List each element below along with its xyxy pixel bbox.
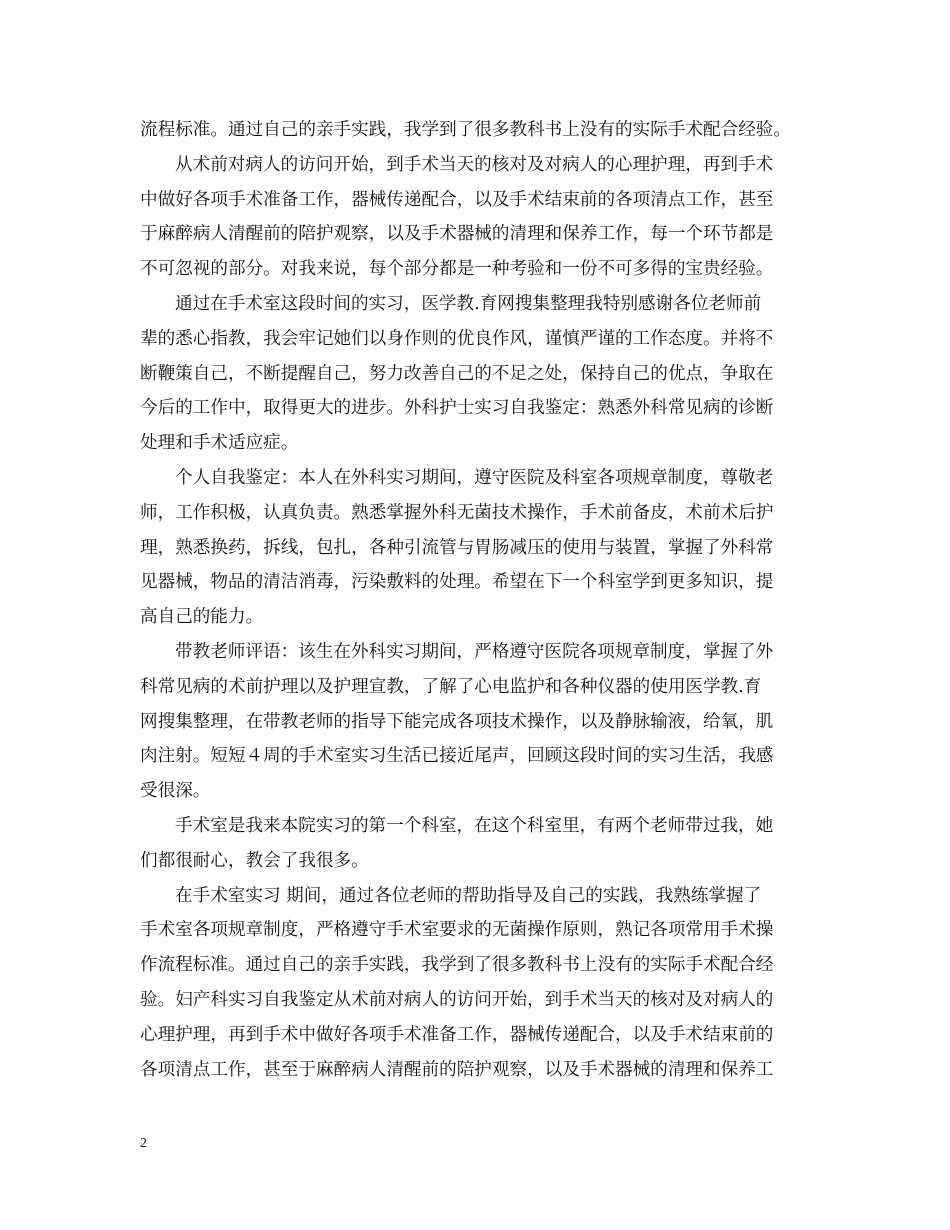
text-line: 流程标准。通过自己的亲手实践，我学到了很多教科书上没有的实际手术配合经验。	[140, 120, 791, 140]
text-line: 个人自我鉴定：本人在外科实习期间，遵守医院及科室各项规章制度，尊敬老	[175, 467, 774, 488]
text-line: 于麻醉病人清醒前的陪护观察，以及手术器械的清理和保养工作，每一个环节都是	[140, 224, 774, 245]
text-line: 从术前对病人的访问开始，到手术当天的核对及对病人的心理护理，再到手术	[175, 154, 774, 175]
text-line: 见器械，物品的清洁消毒，污染敷料的处理。希望在下一个科室学到更多知识，提	[140, 572, 774, 593]
text-line: 今后的工作中，取得更大的进步。外科护士实习自我鉴定：熟悉外科常见病的诊断	[140, 398, 774, 419]
text-line: 受很深。	[140, 781, 211, 802]
text-line: 作流程标准。通过自己的亲手实践，我学到了很多教科书上没有的实际手术配合经	[140, 955, 774, 976]
text-line: 在手术室实习 期间，通过各位老师的帮助指导及自己的实践，我熟练掌握了	[175, 885, 762, 906]
text-line: 通过在手术室这段时间的实习，医学教.育网搜集整理我特别感谢各位老师前	[175, 293, 762, 314]
text-line: 手术室各项规章制度，严格遵守手术室要求的无菌操作原则，熟记各项常用手术操	[140, 920, 774, 941]
text-line: 师，工作积极，认真负责。熟悉掌握外科无菌技术操作，手术前备皮，术前术后护	[140, 502, 774, 523]
text-line: 们都很耐心，教会了我很多。	[140, 850, 369, 871]
text-line: 不可忽视的部分。对我来说，每个部分都是一种考验和一份不可多得的宝贵经验。	[140, 259, 774, 280]
text-line: 理，熟悉换药，拆线，包扎，各种引流管与胃肠减压的使用与装置，掌握了外科常	[140, 537, 774, 558]
text-line: 肉注射。短短４周的手术室实习生活已接近尾声，回顾这段时间的实习生活，我感	[140, 746, 774, 767]
text-line: 手术室是我来本院实习的第一个科室，在这个科室里，有两个老师带过我，她	[175, 815, 774, 836]
text-line: 带教老师评语：该生在外科实习期间，严格遵守医院各项规章制度，掌握了外	[175, 641, 774, 662]
text-line: 中做好各项手术准备工作，器械传递配合，以及手术结束前的各项清点工作，甚至	[140, 189, 774, 210]
text-line: 验。妇产科实习自我鉴定从术前对病人的访问开始，到手术当天的核对及对病人的	[140, 989, 774, 1010]
document-body	[140, 113, 820, 1087]
text-line: 各项清点工作，甚至于麻醉病人清醒前的陪护观察，以及手术器械的清理和保养工	[140, 1059, 774, 1080]
text-line: 断鞭策自己，不断提醒自己，努力改善自己的不足之处，保持自己的优点，争取在	[140, 363, 774, 384]
text-line: 科常见病的术前护理以及护理宣教，了解了心电监护和各种仪器的使用医学教.育	[140, 676, 762, 697]
text-line: 心理护理，再到手术中做好各项手术准备工作，器械传递配合，以及手术结束前的	[140, 1024, 774, 1045]
text-line: 处理和手术适应症。	[140, 433, 299, 454]
text-line: 辈的悉心指教，我会牢记她们以身作则的优良作风，谨慎严谨的工作态度。并将不	[140, 328, 774, 349]
text-line: 高自己的能力。	[140, 607, 264, 628]
page-number: 2	[140, 1136, 147, 1151]
text-line: 网搜集整理，在带教老师的指导下能完成各项技术操作，以及静脉输液，给氧，肌	[140, 711, 774, 732]
